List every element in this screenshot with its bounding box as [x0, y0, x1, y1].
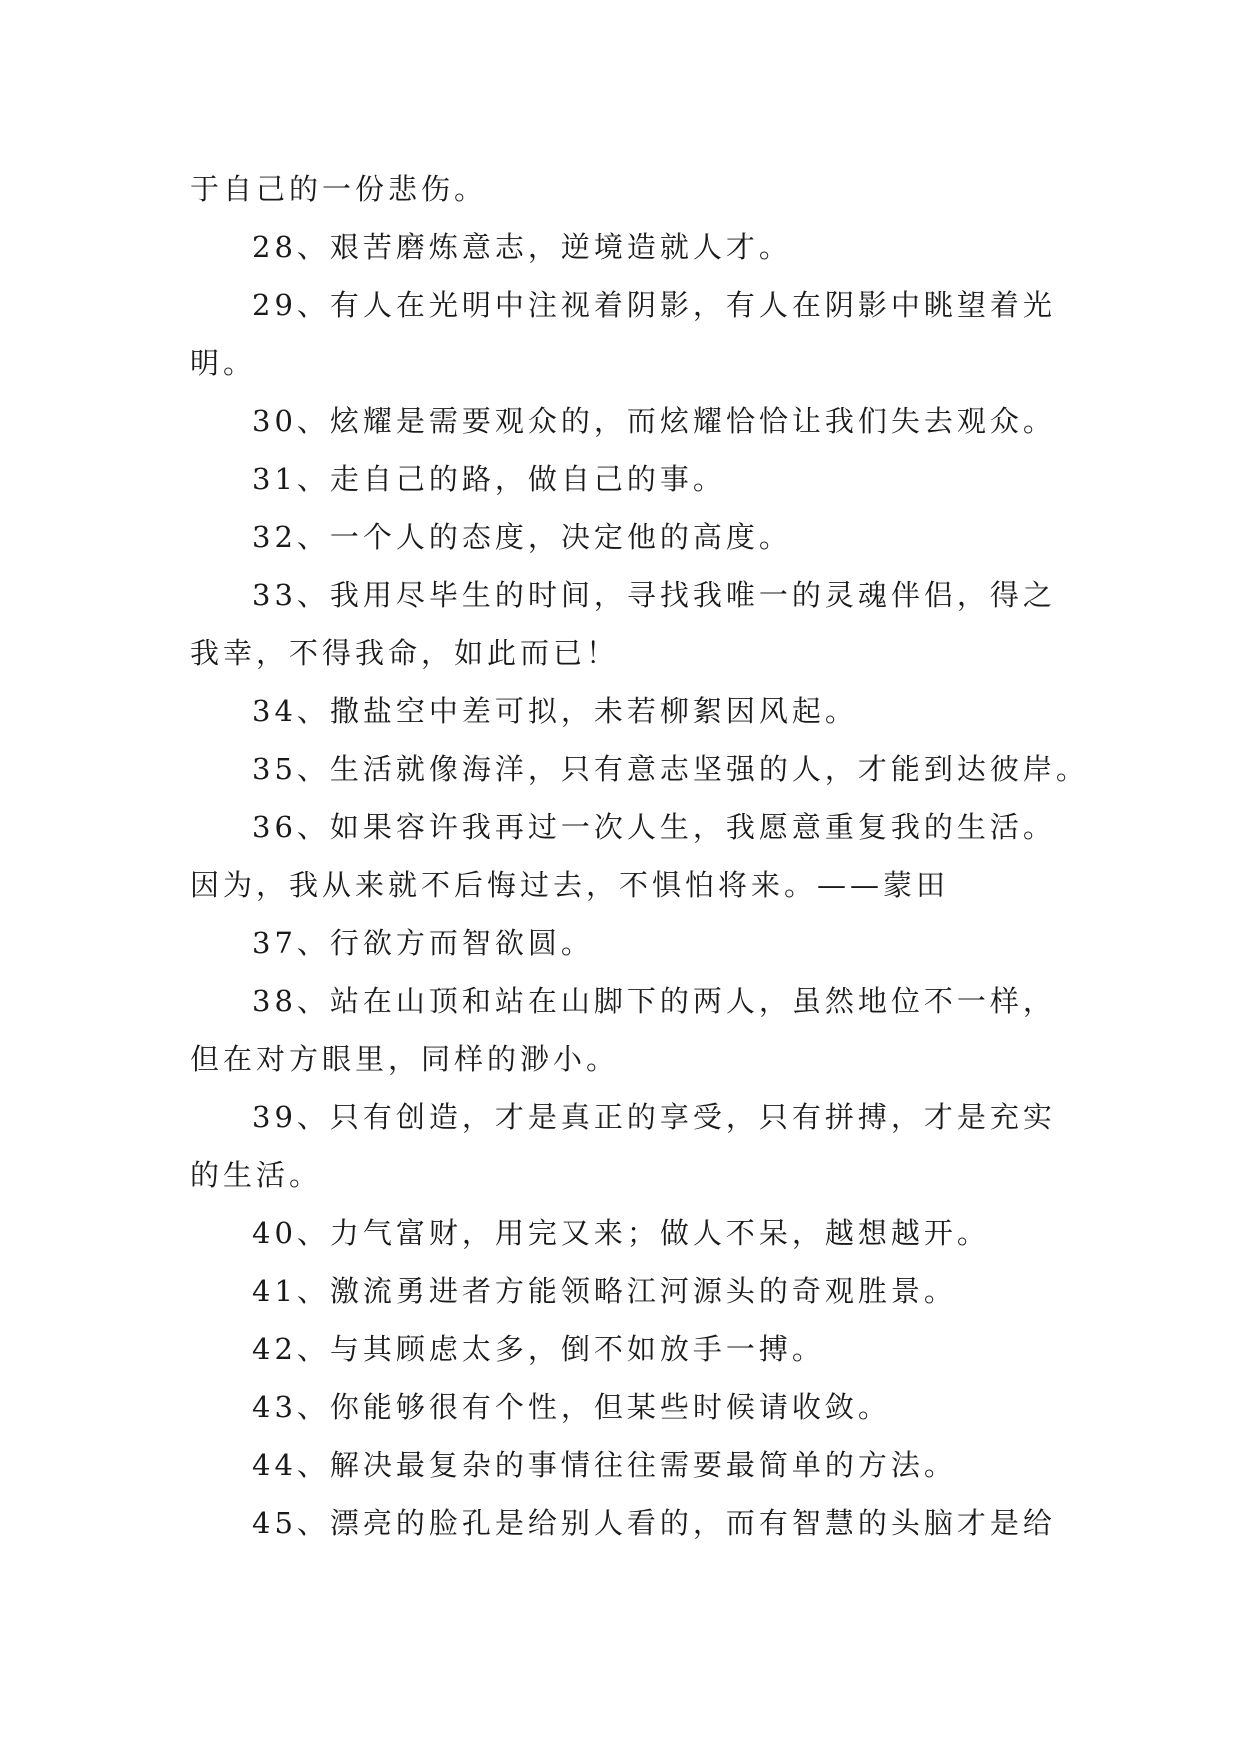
text-line: 因为，我从来就不后悔过去，不惧怕将来。——蒙田	[190, 868, 950, 902]
quote-34: 34、撒盐空中差可拟，未若柳絮因风起。	[252, 694, 858, 728]
text-line: 的生活。	[190, 1158, 323, 1192]
quote-28: 28、艰苦磨炼意志，逆境造就人才。	[252, 230, 792, 264]
quote-43: 43、你能够很有个性，但某些时候请收敛。	[252, 1390, 891, 1424]
quote-44: 44、解决最复杂的事情往往需要最简单的方法。	[252, 1448, 957, 1482]
text-line: 明。	[190, 346, 257, 380]
quote-35: 35、生活就像海洋，只有意志坚强的人，才能到达彼岸。	[252, 752, 1089, 786]
document-body	[190, 160, 1089, 1552]
quote-36: 36、如果容许我再过一次人生，我愿意重复我的生活。	[252, 810, 1056, 844]
quote-30: 30、炫耀是需要观众的，而炫耀恰恰让我们失去观众。	[252, 404, 1056, 438]
quote-42: 42、与其顾虑太多，倒不如放手一搏。	[252, 1332, 825, 1366]
quote-33: 33、我用尽毕生的时间，寻找我唯一的灵魂伴侣，得之	[252, 578, 1056, 612]
quote-38: 38、站在山顶和站在山脚下的两人，虽然地位不一样，	[252, 984, 1056, 1018]
quote-39: 39、只有创造，才是真正的享受，只有拼搏，才是充实	[252, 1100, 1056, 1134]
quote-29: 29、有人在光明中注视着阴影，有人在阴影中眺望着光	[252, 288, 1056, 322]
quote-40: 40、力气富财，用完又来；做人不呆，越想越开。	[252, 1216, 990, 1250]
quote-37: 37、行欲方而智欲圆。	[252, 926, 594, 960]
quote-32: 32、一个人的态度，决定他的高度。	[252, 520, 792, 554]
text-line: 但在对方眼里，同样的渺小。	[190, 1042, 620, 1076]
text-line: 于自己的一份悲伤。	[190, 172, 488, 206]
quote-45: 45、漂亮的脸孔是给别人看的，而有智慧的头脑才是给	[252, 1506, 1056, 1540]
quote-31: 31、走自己的路，做自己的事。	[252, 462, 726, 496]
text-line: 我幸，不得我命，如此而已！	[190, 636, 620, 670]
quote-41: 41、激流勇进者方能领略江河源头的奇观胜景。	[252, 1274, 957, 1308]
